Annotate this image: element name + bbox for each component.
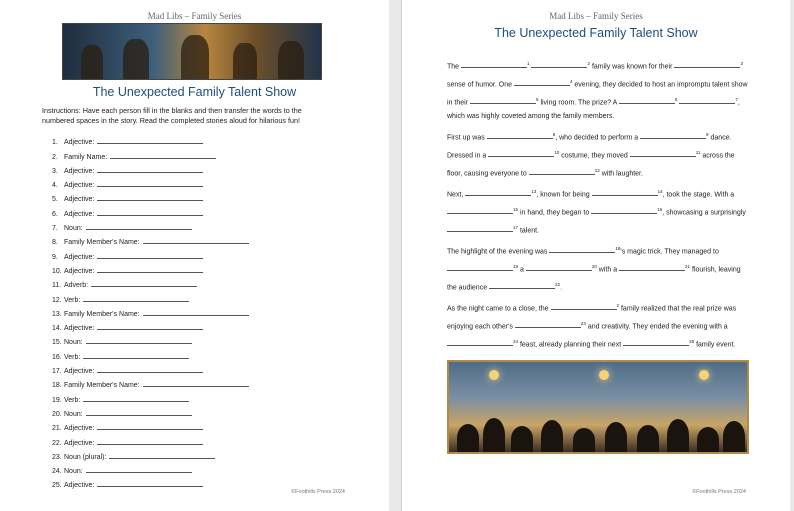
story-blank[interactable] bbox=[674, 58, 740, 68]
blank-number: 3 bbox=[740, 61, 743, 66]
blank-number: 13 bbox=[531, 189, 537, 194]
worksheet-page bbox=[0, 0, 389, 511]
answer-blank[interactable] bbox=[97, 272, 203, 273]
copyright-footer: ©Foothills Press 2024 bbox=[692, 489, 746, 495]
answer-blank[interactable] bbox=[97, 215, 203, 216]
blank-number: 20 bbox=[591, 263, 597, 269]
answer-blank[interactable] bbox=[86, 472, 192, 473]
item-number: 22. bbox=[52, 439, 62, 447]
story-blank[interactable] bbox=[630, 147, 696, 157]
item-number: 13. bbox=[52, 310, 62, 318]
story-text: and creativity. They ended the evening with a bbox=[587, 323, 728, 331]
answer-blank[interactable] bbox=[97, 429, 203, 430]
item-number: 16. bbox=[52, 353, 62, 361]
story-text: . bbox=[560, 283, 563, 291]
list-item bbox=[52, 132, 352, 146]
story-text: sense of humor. One bbox=[447, 81, 512, 89]
item-number: 3. bbox=[52, 167, 58, 175]
list-item bbox=[52, 346, 352, 360]
story-blank[interactable] bbox=[487, 129, 553, 139]
item-label: Adjective: bbox=[64, 139, 95, 147]
blank-number: 2 bbox=[587, 61, 590, 66]
blank-number: 21 bbox=[685, 263, 691, 269]
word-list bbox=[52, 132, 352, 489]
list-item bbox=[52, 389, 352, 403]
item-label: Family Member's Name: bbox=[64, 382, 140, 390]
list-item bbox=[52, 175, 352, 189]
blank-number: 18 bbox=[615, 246, 621, 251]
story-text: The highlight of the evening was bbox=[447, 248, 548, 256]
blank-number: 2 bbox=[616, 303, 620, 308]
answer-blank[interactable] bbox=[143, 243, 249, 244]
blank-number: 10 bbox=[554, 149, 560, 155]
page-title: The Unexpected Family Talent Show bbox=[92, 85, 297, 99]
blank-number: 22 bbox=[555, 281, 561, 287]
list-item bbox=[52, 475, 352, 489]
list-item bbox=[52, 375, 352, 389]
item-number: 1. bbox=[52, 139, 58, 147]
list-item bbox=[52, 289, 352, 303]
list-item bbox=[52, 146, 352, 160]
story-blank[interactable] bbox=[461, 58, 527, 68]
answer-blank[interactable] bbox=[97, 200, 203, 201]
story-text: As the night came to a close, the bbox=[447, 305, 549, 313]
blank-number: 8 bbox=[552, 132, 556, 137]
list-item bbox=[52, 218, 352, 232]
story-text: in hand, they began to bbox=[519, 209, 590, 217]
series-label: Mad Libs – Family Series bbox=[549, 11, 643, 21]
answer-blank[interactable] bbox=[97, 143, 203, 144]
item-number: 19. bbox=[52, 396, 62, 404]
item-number: 12. bbox=[52, 296, 62, 304]
story-text: , took the stage. With a bbox=[662, 191, 735, 199]
answer-blank[interactable] bbox=[143, 386, 249, 387]
story-blank[interactable] bbox=[514, 76, 570, 86]
story-text: with laughter. bbox=[601, 169, 643, 177]
answer-blank[interactable] bbox=[97, 444, 203, 445]
item-label: Adjective: bbox=[64, 439, 95, 447]
answer-blank[interactable] bbox=[97, 172, 203, 173]
story-text: talent. bbox=[519, 226, 540, 234]
story-text: Next, bbox=[447, 191, 464, 199]
story-blank[interactable] bbox=[489, 279, 555, 289]
item-number: 10. bbox=[52, 267, 62, 275]
answer-blank[interactable] bbox=[143, 315, 249, 316]
story-text: First up was bbox=[447, 134, 485, 142]
blank-number: 19 bbox=[513, 263, 519, 269]
blank-number: 25 bbox=[689, 338, 695, 344]
story-text: dance. Dressed in a bbox=[447, 134, 732, 160]
blank-number: 14 bbox=[657, 189, 663, 194]
story-blank[interactable] bbox=[640, 129, 706, 139]
answer-blank[interactable] bbox=[91, 286, 197, 287]
answer-blank[interactable] bbox=[110, 158, 216, 159]
story-paragraph-1 bbox=[447, 57, 750, 125]
list-item bbox=[52, 189, 352, 203]
item-label: Verb: bbox=[64, 296, 81, 304]
list-item bbox=[52, 418, 352, 432]
blank-number: 1 bbox=[527, 61, 530, 66]
blank-number: 9 bbox=[706, 132, 709, 137]
story-blank[interactable] bbox=[592, 186, 658, 196]
story-title: The Unexpected Family Talent Show bbox=[494, 26, 698, 40]
item-label: Noun (plural): bbox=[64, 453, 107, 461]
story-blank[interactable] bbox=[679, 94, 735, 104]
item-number: 18. bbox=[52, 382, 62, 390]
story-text: living room. The prize? A bbox=[540, 98, 617, 106]
blank-number: 17 bbox=[513, 224, 519, 230]
blank-number: 23 bbox=[580, 320, 586, 326]
story-blank[interactable] bbox=[447, 261, 513, 271]
list-item bbox=[52, 318, 352, 332]
list-item bbox=[52, 261, 352, 275]
instructions: Instructions: Have each person fill in the blanks and then transfer the words to the numbered spaces in the story. Read the completed stories aloud for hilarious fun! bbox=[42, 106, 302, 125]
item-label: Family Member's Name: bbox=[64, 310, 140, 318]
item-label: Adjective: bbox=[64, 167, 95, 175]
story-text: across the floor, causing everyone to bbox=[447, 152, 735, 177]
answer-blank[interactable] bbox=[83, 301, 189, 302]
story-blank[interactable] bbox=[447, 222, 513, 232]
item-label: Family Member's Name: bbox=[64, 239, 140, 247]
list-item bbox=[52, 246, 352, 260]
list-item bbox=[52, 404, 352, 418]
story-blank[interactable] bbox=[623, 336, 689, 346]
copyright-footer: ©Foothills Press 2024 bbox=[291, 489, 345, 495]
item-label: Adverb: bbox=[64, 282, 89, 290]
answer-blank[interactable] bbox=[86, 343, 192, 344]
story-blank[interactable] bbox=[619, 261, 685, 271]
story-blank[interactable] bbox=[515, 318, 581, 328]
answer-blank[interactable] bbox=[109, 458, 215, 459]
item-label: Verb: bbox=[64, 396, 81, 404]
blank-number: 24 bbox=[513, 338, 519, 344]
item-number: 8. bbox=[52, 239, 58, 247]
blank-number: 6 bbox=[674, 96, 678, 102]
item-number: 5. bbox=[52, 196, 58, 204]
item-label: Adjective: bbox=[64, 210, 95, 218]
item-label: Adjective: bbox=[64, 325, 95, 333]
item-label: Adjective: bbox=[64, 267, 95, 275]
family-music-illustration bbox=[62, 23, 322, 80]
item-label: Family Name: bbox=[64, 153, 108, 161]
item-number: 9. bbox=[52, 253, 58, 261]
list-item bbox=[52, 461, 352, 475]
story-text: The bbox=[447, 63, 460, 71]
story-text: , who decided to perform a bbox=[555, 134, 639, 142]
list-item bbox=[52, 332, 352, 346]
list-item bbox=[52, 203, 352, 217]
story-blank[interactable] bbox=[488, 147, 554, 157]
blank-number: 12 bbox=[594, 167, 600, 173]
story-blank[interactable] bbox=[531, 58, 587, 68]
item-label: Adjective: bbox=[64, 253, 95, 261]
list-item bbox=[52, 447, 352, 461]
item-label: Noun: bbox=[64, 468, 83, 476]
story-text: family was known for their bbox=[591, 63, 673, 71]
item-number: 15. bbox=[52, 339, 62, 347]
item-number: 7. bbox=[52, 225, 58, 233]
story-text: feast, already planning their next bbox=[519, 340, 622, 348]
blank-number: 16 bbox=[657, 206, 663, 212]
item-number: 11. bbox=[52, 282, 62, 290]
item-number: 4. bbox=[52, 182, 58, 190]
answer-blank[interactable] bbox=[97, 186, 203, 187]
item-label: Adjective: bbox=[64, 196, 95, 204]
story-page bbox=[401, 0, 790, 511]
blank-number: 4 bbox=[569, 78, 573, 84]
item-number: 24. bbox=[52, 468, 62, 476]
blank-number: 15 bbox=[513, 206, 519, 212]
answer-blank[interactable] bbox=[86, 415, 192, 416]
story-blank[interactable] bbox=[551, 300, 617, 310]
answer-blank[interactable] bbox=[86, 229, 192, 230]
answer-blank[interactable] bbox=[97, 486, 203, 487]
story-blank[interactable] bbox=[465, 186, 531, 196]
story-paragraph-2 bbox=[447, 128, 750, 181]
list-item bbox=[52, 232, 352, 246]
item-label: Noun: bbox=[64, 339, 83, 347]
story-text: flourish, leaving the audience bbox=[447, 266, 741, 291]
item-number: 2. bbox=[52, 153, 58, 161]
answer-blank[interactable] bbox=[97, 329, 203, 330]
story-paragraph-3 bbox=[447, 185, 750, 238]
item-number: 23. bbox=[52, 453, 62, 461]
list-item bbox=[52, 432, 352, 446]
answer-blank[interactable] bbox=[83, 358, 189, 359]
story-paragraph-5 bbox=[447, 299, 750, 352]
story-text: family realized that the real prize was enjoying each other's bbox=[447, 305, 737, 331]
story-blank[interactable] bbox=[526, 261, 592, 271]
story-text: a bbox=[519, 266, 524, 274]
blank-number: 11 bbox=[695, 149, 701, 155]
story-paragraph-4 bbox=[447, 242, 750, 295]
blank-number: 7 bbox=[735, 96, 738, 102]
story-text: with a bbox=[598, 266, 618, 274]
list-item bbox=[52, 361, 352, 375]
item-label: Adjective: bbox=[64, 182, 95, 190]
talent-show-illustration bbox=[447, 360, 749, 454]
story-blank[interactable] bbox=[529, 165, 595, 175]
series-label: Mad Libs – Family Series bbox=[147, 11, 242, 21]
story-text: evening, they decided to host an impromptu talent show in their bbox=[447, 81, 748, 106]
story-blank[interactable] bbox=[447, 336, 513, 346]
story-text: costume, they moved bbox=[561, 152, 628, 160]
answer-blank[interactable] bbox=[97, 258, 203, 259]
story-text: , which was highly coveted among the family members. bbox=[447, 98, 740, 121]
story-blank[interactable] bbox=[470, 94, 536, 104]
answer-blank[interactable] bbox=[83, 401, 189, 402]
story-text: , showcasing a surprisingly bbox=[662, 209, 746, 217]
story-blank[interactable] bbox=[591, 204, 657, 214]
story-text: 's magic trick. They managed to bbox=[620, 248, 719, 256]
answer-blank[interactable] bbox=[97, 372, 203, 373]
list-item bbox=[52, 304, 352, 318]
item-label: Adjective: bbox=[64, 425, 95, 433]
item-label: Adjective: bbox=[64, 482, 95, 490]
item-number: 14. bbox=[52, 325, 62, 333]
story-blank[interactable] bbox=[447, 204, 513, 214]
blank-number: 5 bbox=[535, 96, 539, 102]
story-text: family event. bbox=[696, 340, 736, 348]
item-number: 21. bbox=[52, 425, 62, 433]
item-number: 20. bbox=[52, 410, 62, 418]
item-label: Verb: bbox=[64, 353, 81, 361]
item-number: 6. bbox=[52, 210, 58, 218]
story-text: , known for being bbox=[536, 191, 590, 199]
item-number: 17. bbox=[52, 368, 62, 376]
item-label: Adjective: bbox=[64, 368, 95, 376]
item-label: Noun: bbox=[64, 410, 83, 418]
story-blank[interactable] bbox=[549, 243, 615, 253]
item-label: Noun: bbox=[64, 225, 83, 233]
list-item bbox=[52, 161, 352, 175]
item-number: 25. bbox=[52, 482, 62, 490]
list-item bbox=[52, 275, 352, 289]
story-blank[interactable] bbox=[619, 94, 675, 104]
